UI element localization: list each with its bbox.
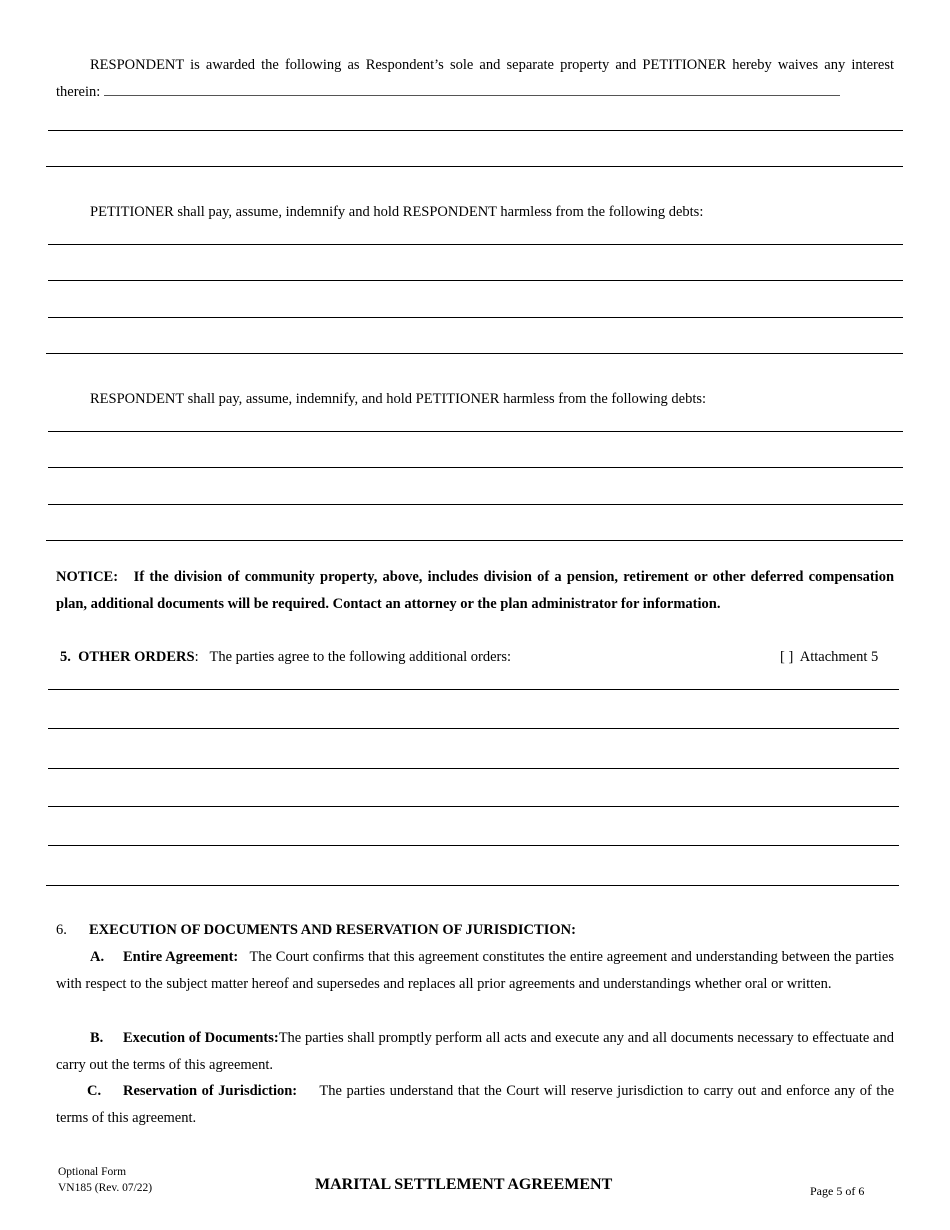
footer-form-type: Optional Form [58, 1166, 127, 1178]
section6-a-label: A. [90, 949, 105, 965]
notice-paragraph [56, 564, 894, 618]
fill-line[interactable] [48, 806, 899, 807]
section6-b-paragraph [56, 1025, 894, 1079]
fill-line[interactable] [48, 689, 899, 690]
section5-line: 5. OTHER ORDERS: The parties agree to the following additional orders: [60, 649, 512, 665]
respondent-award-fill-line[interactable] [104, 81, 840, 96]
fill-line[interactable] [48, 728, 899, 729]
section6-c-paragraph [56, 1078, 894, 1132]
fill-line[interactable] [48, 317, 903, 318]
section6-c-title: Reservation of Jurisdiction: [123, 1083, 298, 1099]
fill-line[interactable] [46, 166, 903, 167]
fill-line[interactable] [48, 244, 903, 245]
attachment5-checkbox[interactable]: [ ] [780, 649, 794, 665]
respondent-debts-text: RESPONDENT shall pay, assume, indemnify, and hold PETITIONER harmless from the following debts: [90, 391, 707, 407]
respondent-award-text: RESPONDENT is awarded the following as Respondent’s sole and separate property and PETITIONER hereby waives any interest therein: [56, 57, 894, 100]
section5-text: The parties agree to the following additional orders: [209, 649, 512, 665]
section6-a-title: Entire Agreement: [123, 949, 239, 965]
fill-line[interactable] [48, 768, 899, 769]
section6-c-text: The parties understand that the Court will reserve jurisdiction to carry out and enforce any of the terms of this agreement. [56, 1083, 894, 1126]
section6-number: 6. [56, 922, 67, 938]
notice-label: NOTICE: [56, 569, 119, 585]
section5-number: 5. [60, 649, 71, 665]
fill-line[interactable] [48, 467, 903, 468]
section5-heading: OTHER ORDERS [78, 649, 195, 665]
attachment5-label: Attachment 5 [799, 649, 879, 665]
section6-b-title: Execution of Documents: [123, 1030, 279, 1046]
attachment5 [780, 644, 878, 671]
fill-line[interactable] [48, 431, 903, 432]
section6-a-text: The Court confirms that this agreement constitutes the entire agreement and understanding between the parties with respect to the subject matter hereof and supersedes and replaces all prior agreements and understandings whether oral or written. [56, 949, 894, 992]
section6-heading: EXECUTION OF DOCUMENTS AND RESERVATION OF JURISDICTION: [89, 922, 576, 938]
fill-line[interactable] [48, 130, 903, 131]
section6-b-label: B. [90, 1030, 104, 1046]
footer-page-number: Page 5 of 6 [810, 1184, 865, 1198]
section6-a-paragraph [56, 944, 894, 998]
fill-line[interactable] [48, 280, 903, 281]
fill-line[interactable] [46, 353, 903, 354]
petitioner-debts-text: PETITIONER shall pay, assume, indemnify and hold RESPONDENT harmless from the following debts: [90, 204, 704, 220]
section6-b-text: The parties shall promptly perform all acts and execute any and all documents necessary to effectuate and carry out the terms of this agreement. [56, 1030, 894, 1073]
footer-form-number: VN185 (Rev. 07/22) [58, 1182, 153, 1194]
fill-line[interactable] [48, 504, 903, 505]
respondent-award-paragraph [56, 52, 894, 106]
fill-line[interactable] [46, 885, 899, 886]
fill-line[interactable] [46, 540, 903, 541]
notice-text: If the division of community property, above, includes division of a pension, retirement or other deferred compensation plan, additional documents will be required. Contact an attorney or the plan administrator for information. [56, 569, 895, 612]
section6-c-label: C. [87, 1083, 102, 1099]
fill-line[interactable] [48, 845, 899, 846]
section6-heading-line [56, 917, 576, 944]
footer-title: MARITAL SETTLEMENT AGREEMENT [315, 1176, 613, 1193]
